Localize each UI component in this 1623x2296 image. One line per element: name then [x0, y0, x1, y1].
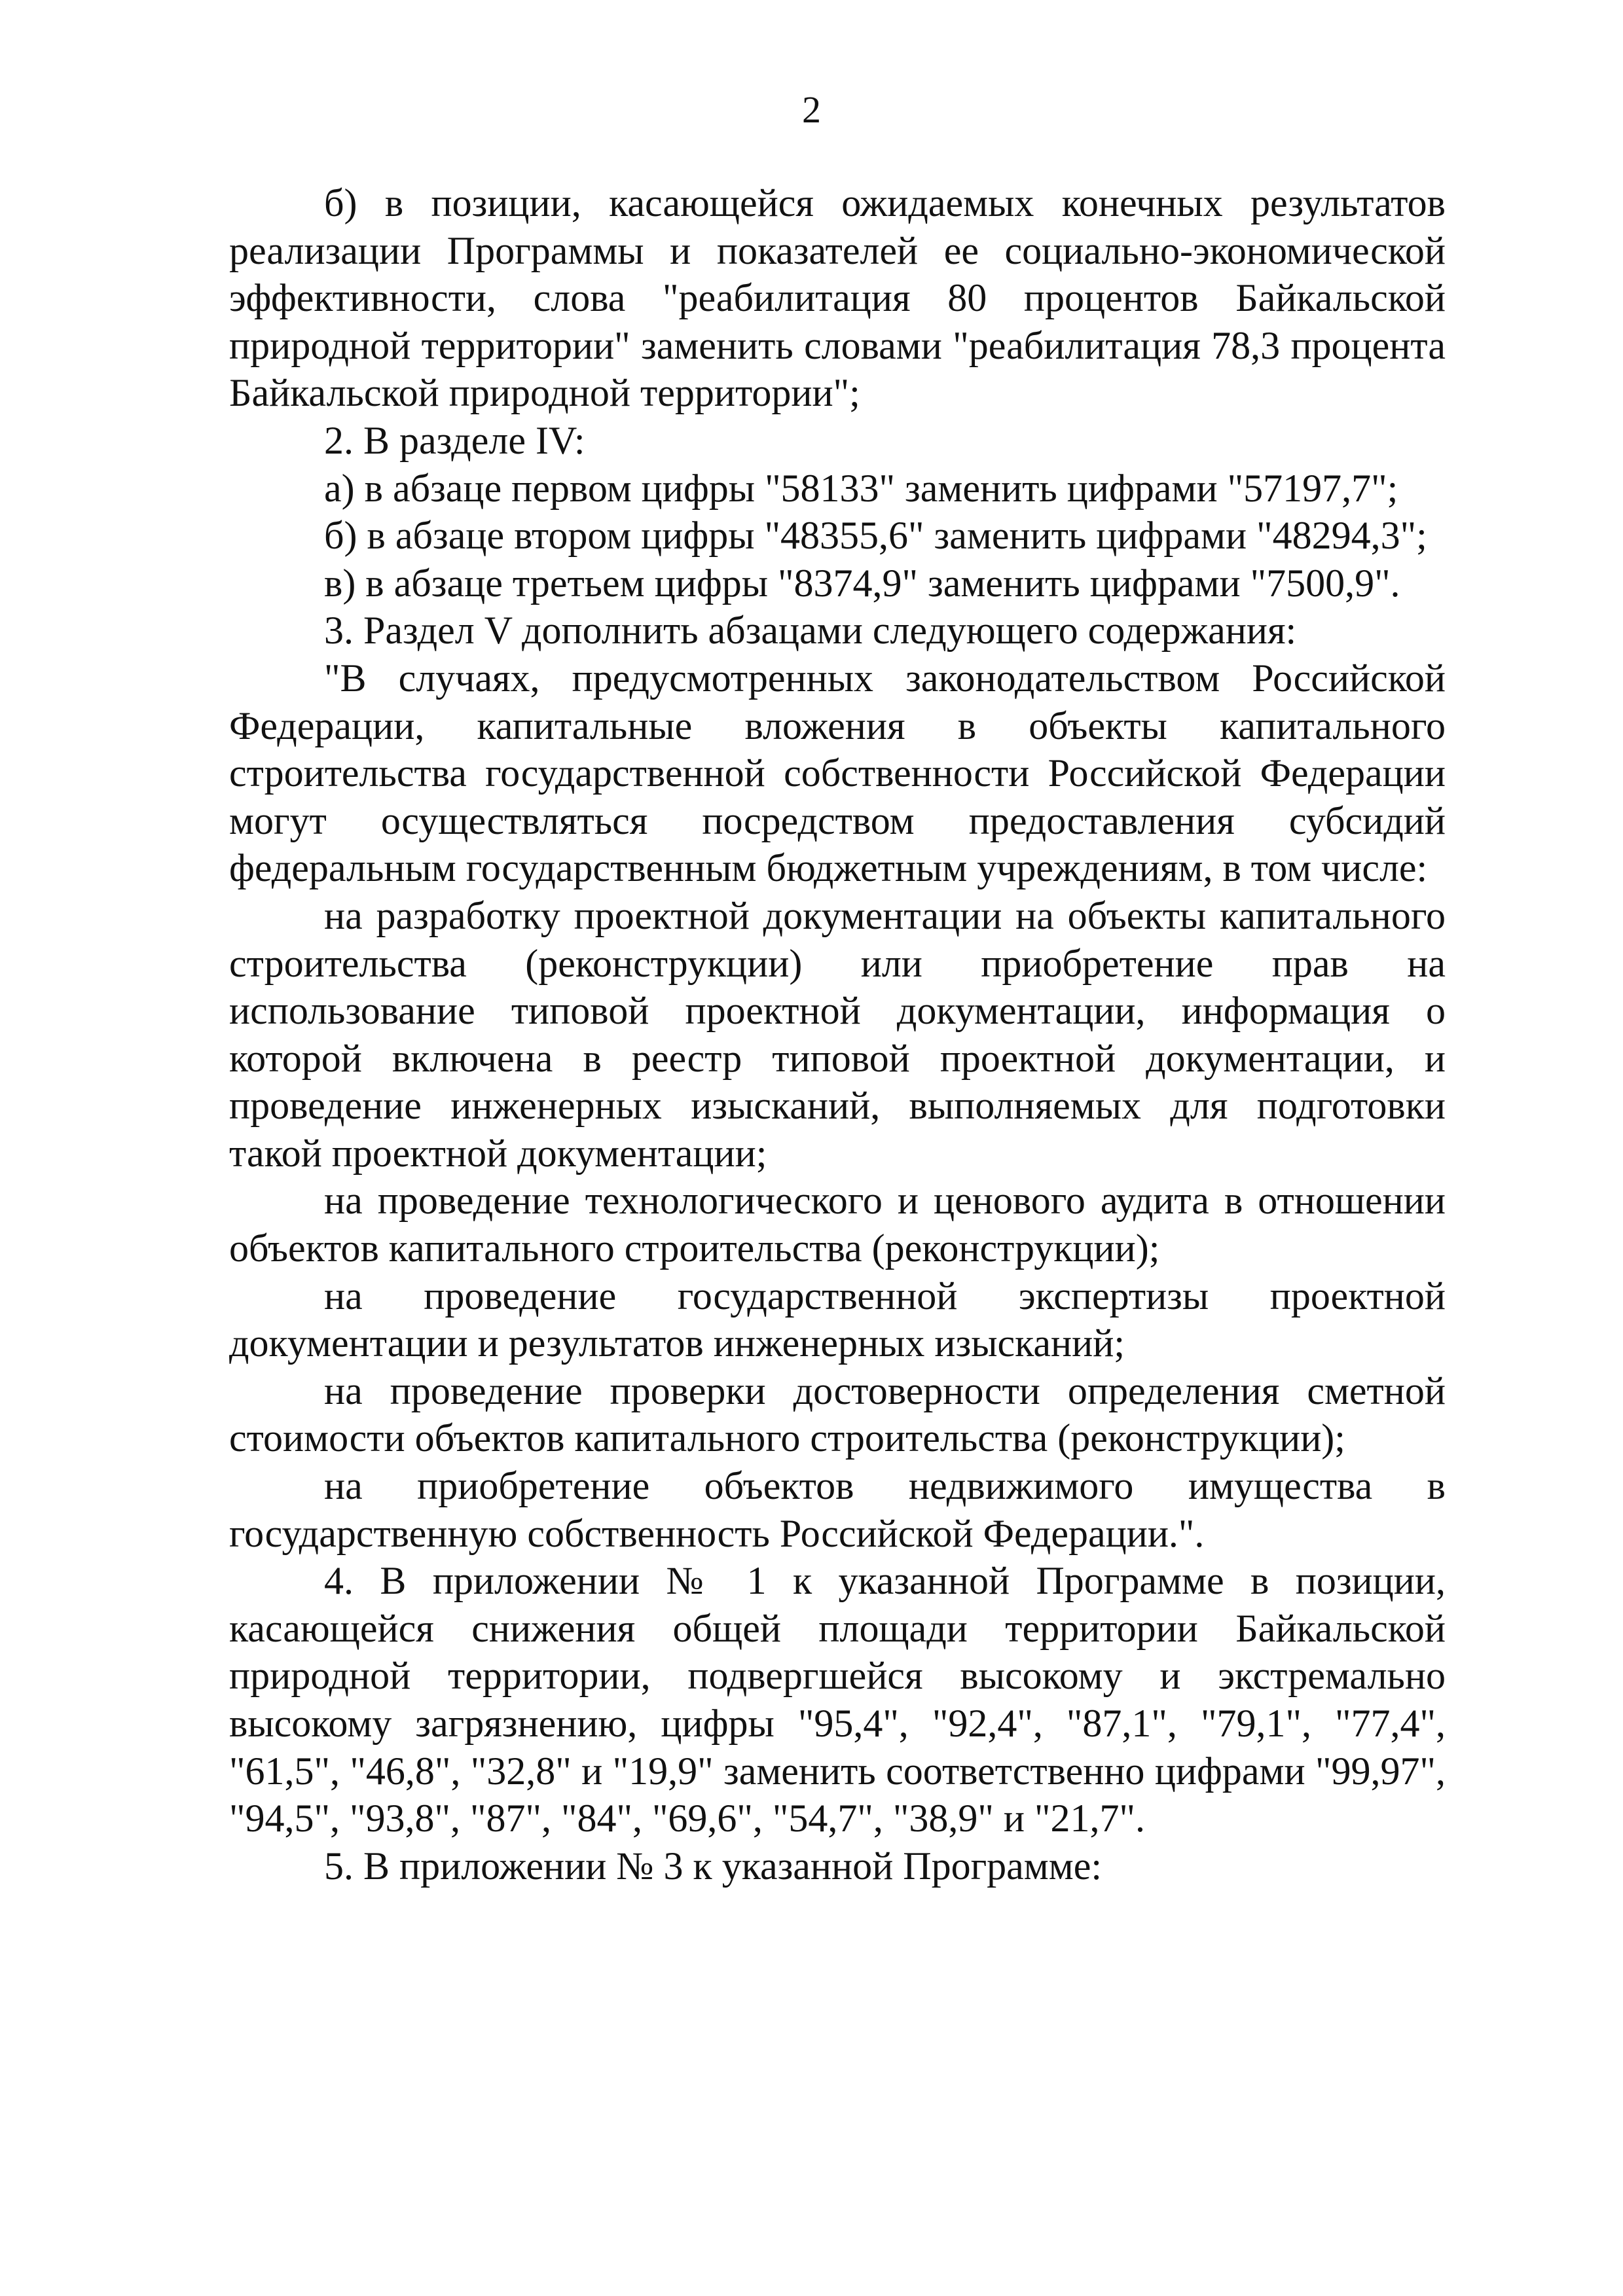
paragraph-section-iv-b: б) в абзаце втором цифры "48355,6" заменить цифрами "48294,3"; — [324, 514, 1427, 558]
paragraph-state-expertise: на проведение государственной экспертизы проектной документации и результатов инженерных изысканий; — [229, 1274, 1446, 1365]
paragraph-section-iv: 2. В разделе IV: — [324, 418, 585, 462]
paragraph-real-estate-acquisition: на приобретение объектов недвижимого имущества в государственную собственность Российской Федерации.". — [229, 1464, 1446, 1555]
paragraph-item-b-results: б) в позиции, касающейся ожидаемых конечных результатов реализации Программы и показателей ее социально-экономической эффективности, слова "реабилитация 80 процентов Байкальской природной территории" заменить словами "реабилитация 78,3 процента Байкальской природной территории"; — [229, 181, 1446, 415]
paragraph-section-iv-a: а) в абзаце первом цифры "58133" заменить цифрами "57197,7"; — [324, 466, 1398, 510]
paragraph-technological-audit: на проведение технологического и ценового аудита в отношении объектов капитального строительства (реконструкции); — [229, 1179, 1446, 1270]
paragraph-appendix-1: 4. В приложении № 1 к указанной Программе в позиции, касающейся снижения общей площади территории Байкальской природной территории, подвергшейся высокому и экстремально высокому загрязнению, цифры "95,4", "92,4", "87,1", "79,1", "77,4", "61,5", "46,8", "32,8" и "19,9" заменить соответственно цифрами "99,97", "94,5", "93,8", "87", "84", "69,6", "54,7", "38,9" и "21,7". — [229, 1559, 1446, 1840]
paragraph-capital-investments: "В случаях, предусмотренных законодательством Российской Федерации, капитальные вложения в объекты капитального строительства государственной собственности Российской Федерации могут осуществляться посредством предоставления субсидий федеральным государственным бюджетным учреждениям, в том числе: — [229, 656, 1446, 890]
paragraph-appendix-3: 5. В приложении № 3 к указанной Программе: — [324, 1844, 1103, 1888]
document-body — [229, 179, 1446, 1890]
paragraph-section-v: 3. Раздел V дополнить абзацами следующего содержания: — [324, 609, 1297, 653]
page-number: 2 — [802, 88, 821, 131]
paragraph-cost-verification: на проведение проверки достоверности определения сметной стоимости объектов капитального строительства (реконструкции); — [229, 1369, 1446, 1460]
paragraph-section-iv-c: в) в абзаце третьем цифры "8374,9" заменить цифрами "7500,9". — [324, 561, 1400, 605]
paragraph-design-documentation: на разработку проектной документации на объекты капитального строительства (реконструкции) или приобретение прав на использование типовой проектной документации, информация о которой включена в реестр типовой проектной документации, и проведение инженерных изысканий, выполняемых для подготовки такой проектной документации; — [229, 893, 1446, 1175]
